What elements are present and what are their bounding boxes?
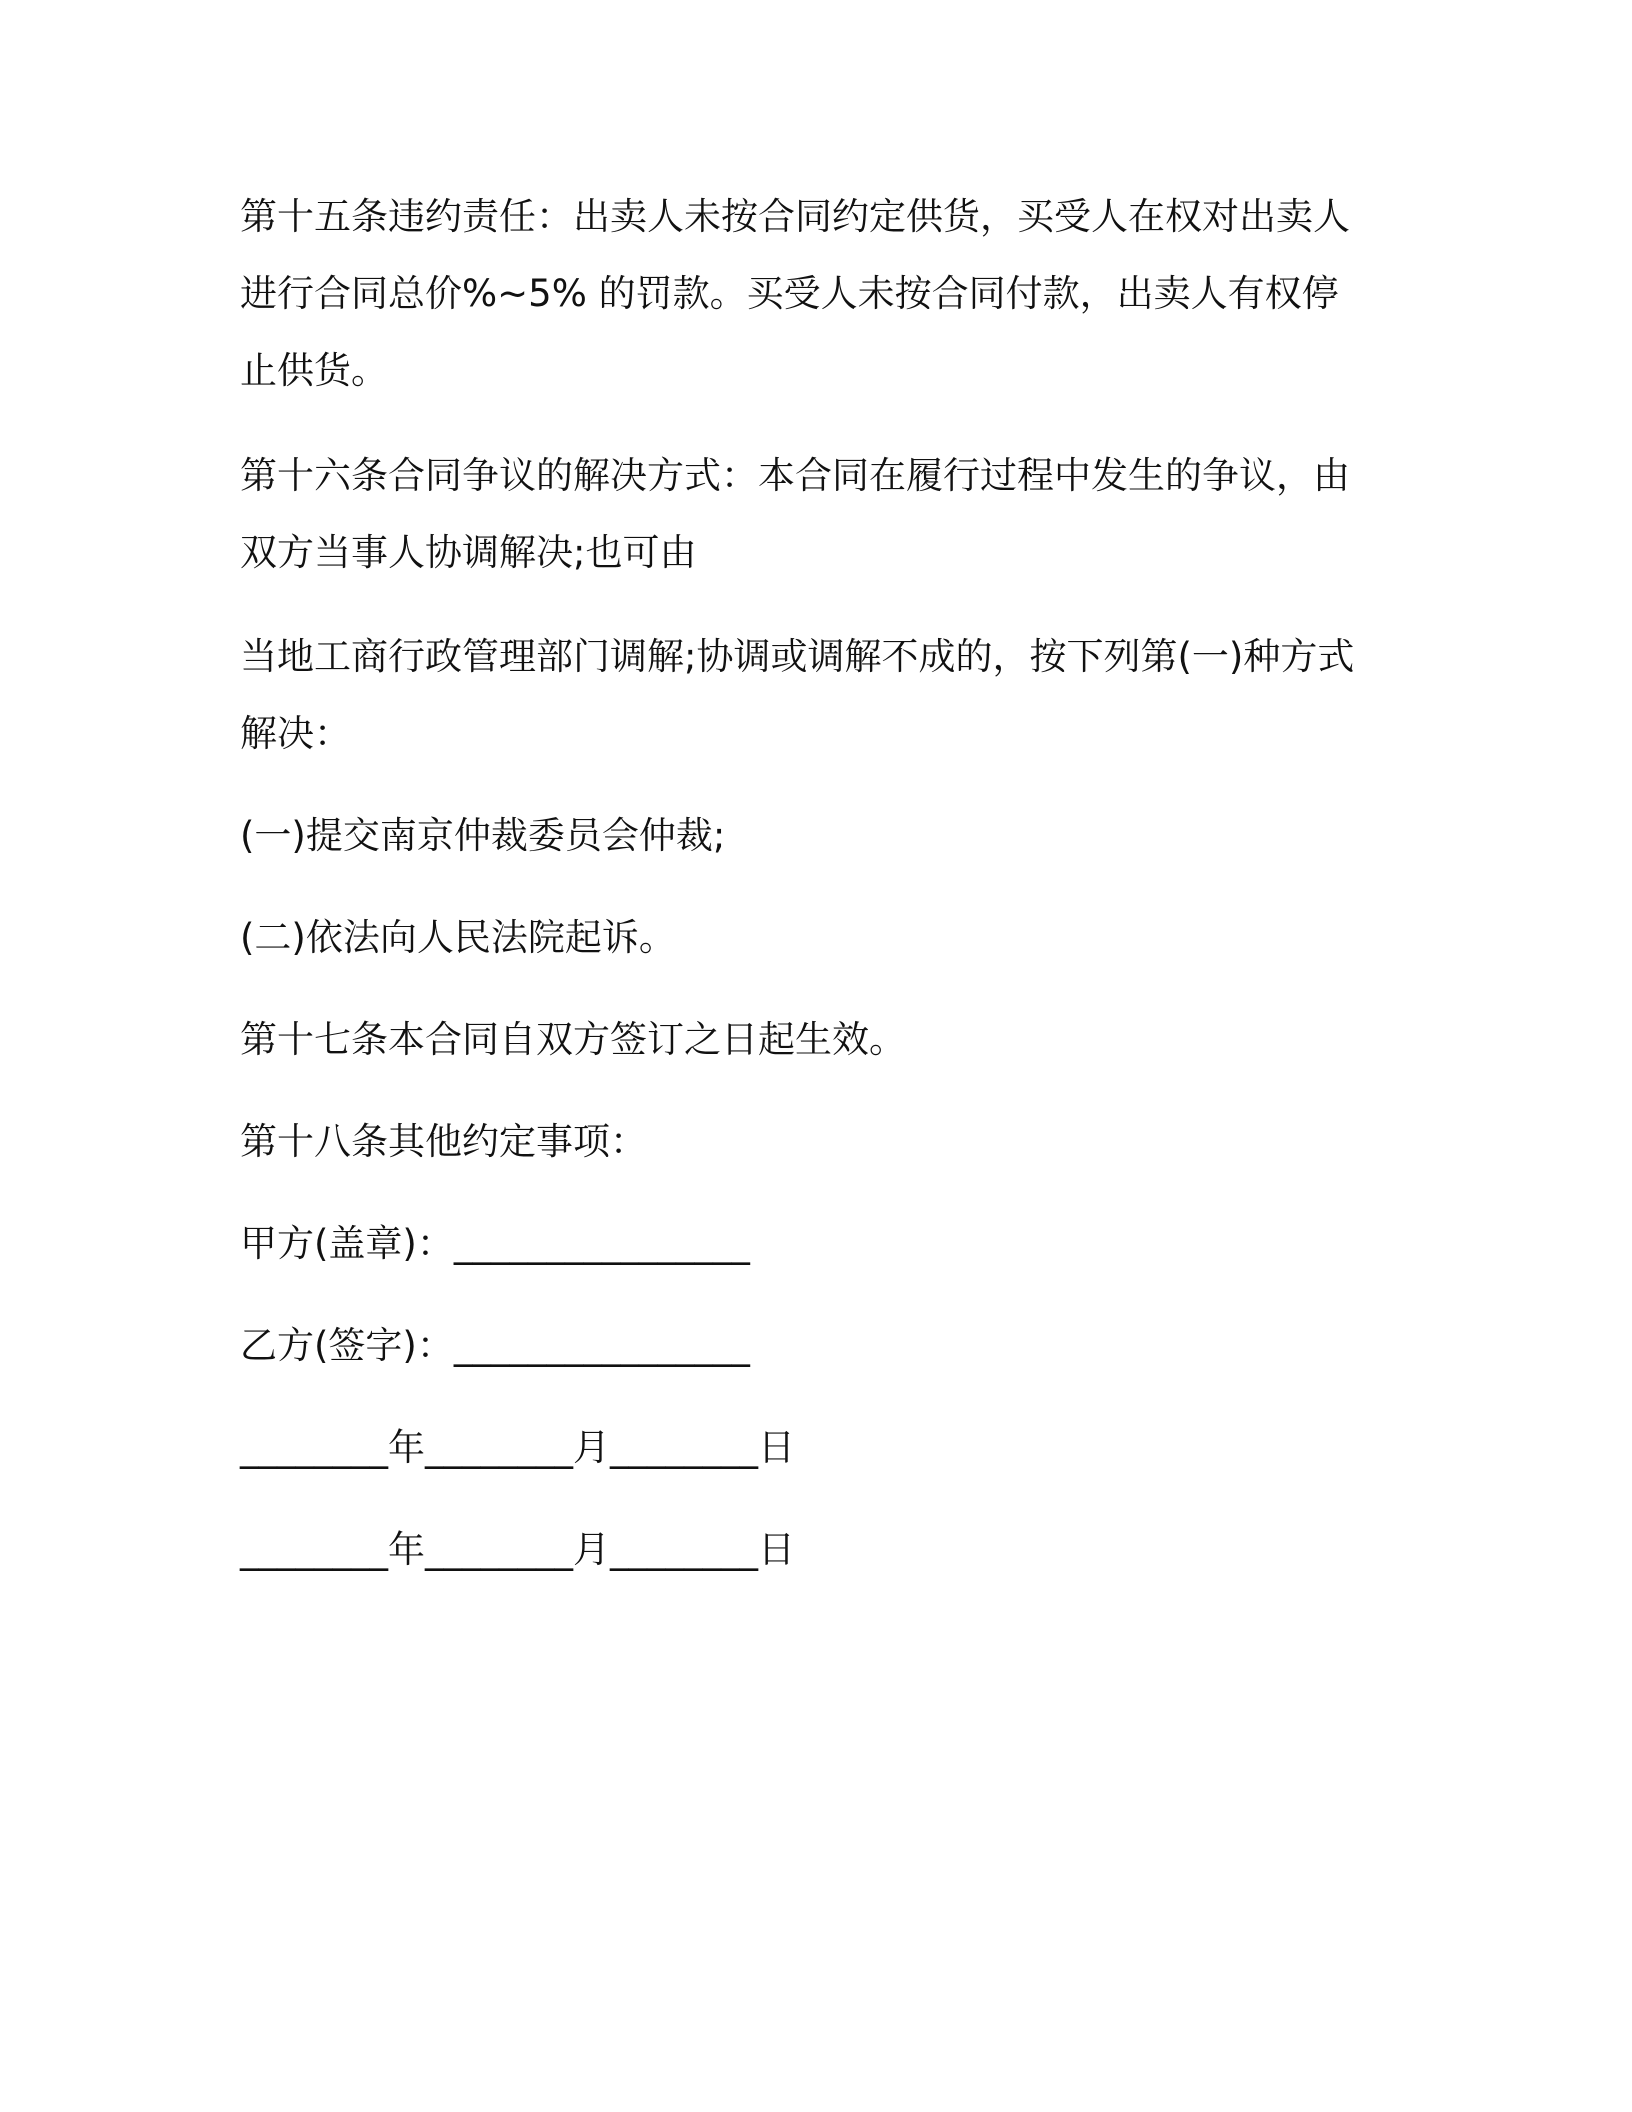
date-line-second: ________年________月________日 [240, 1528, 795, 1571]
article-18-paragraph: 第十八条其他约定事项： [240, 1120, 647, 1163]
option-one-paragraph: (一)提交南京仲裁委员会仲裁; [240, 814, 726, 857]
article-15-paragraph: 第十五条违约责任：出卖人未按合同约定供货，买受人在权对出卖人进行合同总价%~5% 的罚款。买受人未按合同付款，出卖人有权停止供货。 [240, 195, 1350, 392]
party-a-signature-line: 甲方(盖章)：________________ [240, 1222, 750, 1265]
option-two-paragraph: (二)依法向人民法院起诉。 [240, 916, 676, 959]
article-17-paragraph: 第十七条本合同自双方签订之日起生效。 [240, 1018, 906, 1061]
party-b-signature-line: 乙方(签字)：________________ [240, 1324, 750, 1367]
article-16-continuation-paragraph: 当地工商行政管理部门调解;协调或调解不成的，按下列第(一)种方式解决： [240, 635, 1355, 755]
article-16-paragraph: 第十六条合同争议的解决方式：本合同在履行过程中发生的争议，由双方当事人协调解决;也可由 [240, 454, 1350, 574]
date-line-first: ________年________月________日 [240, 1426, 795, 1469]
